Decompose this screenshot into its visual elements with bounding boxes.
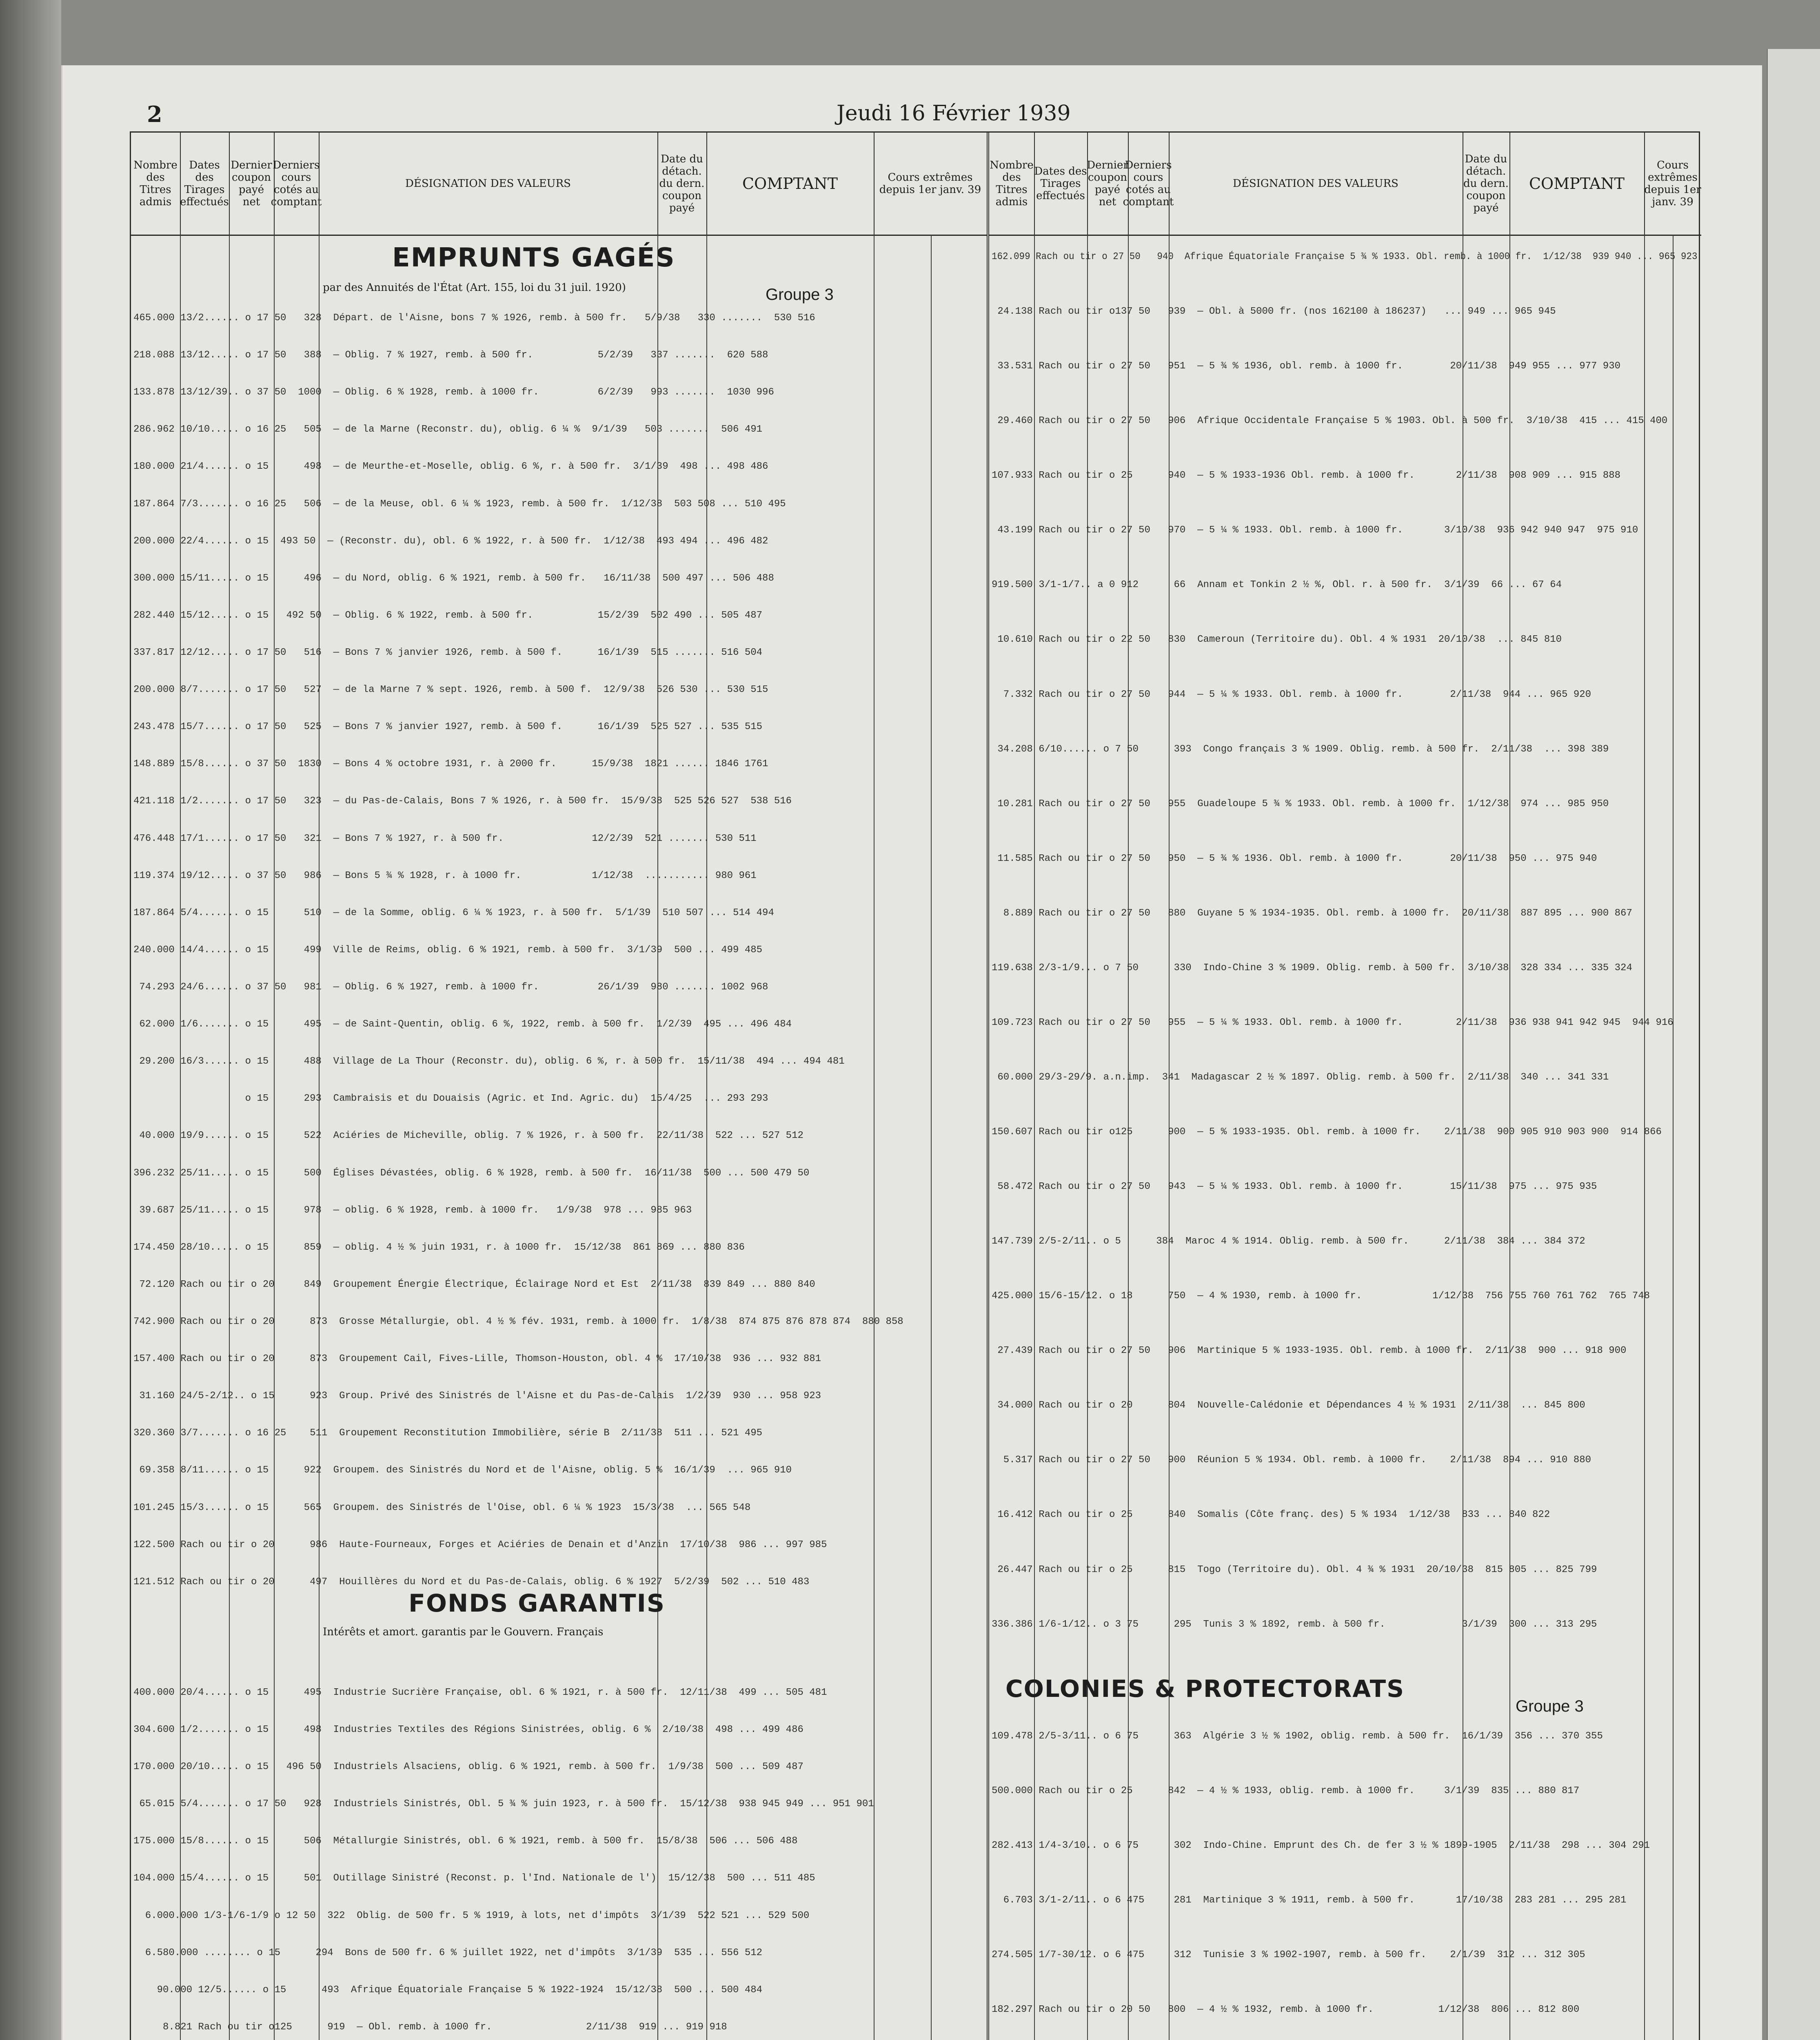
listing-row: 29.200 16/3...... o 15 488 Village de La Thour (Reconstr. du), oblig. 6 %, r. à 500 fr. 15/11/38 494 ... 494 481 xyxy=(133,1056,845,1067)
listing-row: 170.000 20/10..... o 15 496 50 Industriels Alsaciens, oblig. 6 % 1921, remb. à 500 fr. 1/9/38 500 ... 509 487 xyxy=(133,1761,803,1772)
col-date-detach: Date du détach. du dern. coupon payé xyxy=(1463,133,1510,236)
listing-row: 69.358 8/11...... o 15 922 Groupem. des Sinistrés du Nord et de l'Aisne, oblig. 5 % 16/1/39 ... 965 910 xyxy=(133,1465,792,1476)
listing-row: 8.821 Rach ou tir o125 919 — Obl. remb. à 1000 fr. 2/11/38 919 ... 919 918 xyxy=(133,2022,727,2033)
listing-row: 10.281 Rach ou tir o 27 50 955 Guadeloupe 5 ¾ % 1933. Obl. remb. à 1000 fr. 1/12/38 974 ... 985 950 xyxy=(992,798,1609,809)
listing-row: 119.638 2/3-1/9... o 7 50 330 Indo-Chine 3 % 1909. Oblig. remb. à 500 fr. 3/10/38 328 334 ... 335 324 xyxy=(992,962,1632,973)
listing-row: 200.000 22/4...... o 15 493 50 — (Reconstr. du), obl. 6 % 1922, r. à 500 fr. 1/12/38 493 494 ... 496 482 xyxy=(133,536,768,547)
listing-row: 425.000 15/6-15/12. o 18 750 — 4 % 1930, remb. à 1000 fr. 1/12/38 756 755 760 761 762 765 748 xyxy=(992,1291,1650,1302)
listing-row: 320.360 3/7....... o 16 25 511 Groupement Reconstitution Immobilière, série B 2/11/38 511 ... 521 495 xyxy=(133,1428,763,1439)
col-date-detach: Date du détach. du dern. coupon payé xyxy=(657,133,707,236)
right-table-half xyxy=(987,133,1701,2040)
listing-row: 109.478 2/5-3/11.. o 6 75 363 Algérie 3 ½ % 1902, oblig. remb. à 500 fr. 16/1/39 356 ... 370 355 xyxy=(992,1731,1603,1742)
listing-row: 174.450 28/10..... o 15 859 — oblig. 4 ½ % juin 1931, r. à 1000 fr. 15/12/38 861 869 ... 880 836 xyxy=(133,1242,745,1253)
listing-row: 90.000 12/5...... o 15 493 Afrique Équatoriale Française 5 % 1922-1924 15/12/38 500 ... 500 484 xyxy=(133,1985,763,1996)
col-dernier-coupon: Dernier coupon payé net xyxy=(229,133,275,236)
groupe-label: Groupe 3 xyxy=(766,286,834,304)
listing-row: 39.687 25/11..... o 15 978 — oblig. 6 % 1928, remb. à 1000 fr. 1/9/38 978 ... 985 963 xyxy=(133,1205,692,1216)
listing-row: 304.600 1/2....... o 15 498 Industries Textiles des Régions Sinistrées, oblig. 6 % 2/10/38 498 ... 499 486 xyxy=(133,1724,803,1735)
col-derniers-cours: Derniers cours cotés au comptant xyxy=(1128,133,1170,236)
col-designation: DÉSIGNATION DES VALEURS xyxy=(1169,133,1463,236)
listing-row: 11.585 Rach ou tir o 27 50 950 — 5 ¾ % 1936. Obl. remb. à 1000 fr. 20/11/38 950 ... 975 940 xyxy=(992,853,1597,864)
listing-row: 465.000 13/2...... o 17 50 328 Départ. de l'Aisne, bons 7 % 1926, remb. à 500 fr. 5/9/38 330 ....... 530 516 xyxy=(133,313,815,324)
groupe-label: Groupe 3 xyxy=(1516,1697,1584,1715)
quotation-table xyxy=(130,131,1700,2040)
listing-row: 34.208 6/10...... o 7 50 393 Congo français 3 % 1909. Oblig. remb. à 500 fr. 2/11/38 ... 398 389 xyxy=(992,744,1609,755)
col-comptant: COMPTANT xyxy=(706,133,874,236)
listing-row: 400.000 20/4...... o 15 495 Industrie Sucrière Française, obl. 6 % 1921, r. à 500 fr. 12/11/38 499 ... 505 481 xyxy=(133,1687,827,1698)
section-subtitle: Intérêts et amort. garantis par le Gouvern. Français xyxy=(323,1626,604,1638)
listing-row: 148.889 15/8...... o 37 50 1830 — Bons 4 % octobre 1931, r. à 2000 fr. 15/9/38 1821 ...... 1846 1761 xyxy=(133,758,768,769)
listing-row: 65.015 5/4....... o 17 50 928 Industriels Sinistrés, Obl. 5 ¾ % juin 1923, r. à 500 fr. 15/12/38 938 945 949 ... 951 901 xyxy=(133,1798,874,1809)
listing-row: 282.440 15/12..... o 15 492 50 — Oblig. 6 % 1922, remb. à 500 fr. 15/2/39 502 490 ... 505 487 xyxy=(133,610,763,621)
listing-row: 6.580.000 ........ o 15 294 Bons de 500 fr. 6 % juillet 1922, net d'impôts 3/1/39 535 ... 556 512 xyxy=(133,1947,763,1958)
listing-row: 62.000 1/6....... o 15 495 — de Saint-Quentin, oblig. 6 %, 1922, remb. à 500 fr. 1/2/39 495 ... 496 484 xyxy=(133,1019,792,1030)
listing-row: 476.448 17/1...... o 17 50 321 — Bons 7 % 1927, r. à 500 fr. 12/2/39 521 ....... 530 511 xyxy=(133,833,757,844)
listing-row: o 15 293 Cambraisis et du Douaisis (Agric. et Ind. Agric. du) 15/4/25 ... 293 293 xyxy=(133,1093,768,1104)
listing-row: 109.723 Rach ou tir o 27 50 955 — 5 ¼ % 1933. Obl. remb. à 1000 fr. 2/11/38 936 938 941 942 945 944 916 xyxy=(992,1017,1674,1028)
page-date-header: Jeudi 16 Février 1939 xyxy=(837,101,1071,126)
col-designation: DÉSIGNATION DES VALEURS xyxy=(319,133,658,236)
listing-row: 16.412 Rach ou tir o 25 840 Somalis (Côte franç. des) 5 % 1934 1/12/38 833 ... 840 822 xyxy=(992,1509,1550,1520)
listing-row: 26.447 Rach ou tir o 25 815 Togo (Territoire du). Obl. 4 ¾ % 1931 20/10/38 815 805 ... 825 799 xyxy=(992,1564,1597,1575)
col-derniers-cours: Derniers cours cotés au comptant xyxy=(274,133,320,236)
section-title: COLONIES & PROTECTORATS xyxy=(1005,1675,1405,1703)
listing-row: 300.000 15/11..... o 15 496 — du Nord, oblig. 6 % 1921, remb. à 500 fr. 16/11/38 500 497 ... 506 488 xyxy=(133,573,774,584)
listing-row: 74.293 24/6...... o 37 50 981 — Oblig. 6 % 1927, remb. à 1000 fr. 26/1/39 980 ....... 1002 968 xyxy=(133,982,768,993)
listing-row: 919.500 3/1-1/7.. a 0 912 66 Annam et Tonkin 2 ½ %, Obl. r. à 500 fr. 3/1/39 66 ... 67 64 xyxy=(992,579,1562,590)
listing-row: 101.245 15/3...... o 15 565 Groupem. des Sinistrés de l'Oise, obl. 6 ¼ % 1923 15/3/38 ... 565 548 xyxy=(133,1502,751,1513)
listing-row: 336.386 1/6-1/12.. o 3 75 295 Tunis 3 % 1892, remb. à 500 fr. 3/1/39 300 ... 313 295 xyxy=(992,1619,1597,1630)
listing-row: 180.000 21/4...... o 15 498 — de Meurthe-et-Moselle, oblig. 6 %, r. à 500 fr. 3/1/39 498 ... 498 486 xyxy=(133,461,768,472)
listing-row: 60.000 29/3-29/9. a.n.imp. 341 Madagascar 2 ½ % 1897. Oblig. remb. à 500 fr. 2/11/38 340 ... 341 331 xyxy=(992,1072,1609,1083)
listing-row: 218.088 13/12..... o 17 50 388 — Oblig. 7 % 1927, remb. à 500 fr. 5/2/39 337 ....... 620 588 xyxy=(133,350,768,361)
listing-row: 200.000 8/7....... o 17 50 527 — de la Marne 7 % sept. 1926, remb. à 500 f. 12/9/38 526 530 ... 530 515 xyxy=(133,684,768,695)
col-dates: Dates des Tirages effectués xyxy=(1034,133,1088,236)
listing-row: 33.531 Rach ou tir o 27 50 951 — 5 ¾ % 1936, obl. remb. à 1000 fr. 20/11/38 949 955 ... 977 930 xyxy=(992,361,1621,372)
listing-row: 121.512 Rach ou tir o 20 497 Houillères du Nord et du Pas-de-Calais, oblig. 6 % 1927 5/2/39 502 ... 510 483 xyxy=(133,1577,810,1588)
section-title: FONDS GARANTIS xyxy=(408,1589,666,1618)
left-table-half xyxy=(131,133,987,2040)
listing-row: 421.118 1/2....... o 17 50 323 — du Pas-de-Calais, Bons 7 % 1926, r. à 500 fr. 15/9/38 525 526 527 538 516 xyxy=(133,796,792,807)
listing-row: 5.317 Rach ou tir o 27 50 900 Réunion 5 % 1934. Obl. remb. à 1000 fr. 2/11/38 894 ... 910 880 xyxy=(992,1455,1591,1466)
col-nombre: Nombre des Titres admis xyxy=(989,133,1035,236)
listing-row: 133.878 13/12/39.. o 37 50 1000 — Oblig. 6 % 1928, remb. à 1000 fr. 6/2/39 993 ....... 1030 996 xyxy=(133,387,774,398)
listing-row: 162.099 Rach ou tir o 27 50 940 Afrique Équatoriale Française 5 ¾ % 1933. Obl. remb. à 1000 fr. 1/12/38 939 940 ... 965 923 xyxy=(992,251,1698,262)
col-nombre: Nombre des Titres admis xyxy=(131,133,181,236)
listing-row: 150.607 Rach ou tir o125 900 — 5 % 1933-1935. Obl. remb. à 1000 fr. 2/11/38 900 905 910 903 900 914 866 xyxy=(992,1126,1662,1138)
listing-row: 500.000 Rach ou tir o 25 842 — 4 ½ % 1933, oblig. remb. à 1000 fr. 3/1/39 835 ... 880 817 xyxy=(992,1785,1580,1796)
page-number: 2 xyxy=(147,101,162,127)
listing-row: 58.472 Rach ou tir o 27 50 943 — 5 ¼ % 1933. Obl. remb. à 1000 fr. 15/11/38 975 ... 975 935 xyxy=(992,1181,1597,1192)
col-dates: Dates des Tirages effectués xyxy=(180,133,230,236)
listing-row: 31.160 24/5-2/12.. o 15 923 Group. Privé des Sinistrés de l'Aisne et du Pas-de-Calais 1/2/39 930 ... 958 923 xyxy=(133,1390,821,1401)
listing-row: 122.500 Rach ou tir o 20 986 Haute-Fourneaux, Forges et Aciéries de Denain et d'Anzin 17/10/38 986 ... 997 985 xyxy=(133,1539,827,1550)
listing-row: 187.864 7/3....... o 16 25 506 — de la Meuse, obl. 6 ¼ % 1923, remb. à 500 fr. 1/12/38 503 508 ... 510 495 xyxy=(133,499,786,510)
listing-row: 24.138 Rach ou tir o137 50 939 — Obl. à 5000 fr. (nos 162100 à 186237) ... 949 ... 965 945 xyxy=(992,306,1556,317)
section-subtitle: par des Annuités de l'État (Art. 155, loi du 31 juil. 1920) xyxy=(323,282,626,294)
listing-row: 282.413 1/4-3/10.. o 6 75 302 Indo-Chine. Emprunt des Ch. de fer 3 ½ % 1899-1905 2/11/38 298 ... 304 291 xyxy=(992,1840,1650,1851)
listing-row: 104.000 15/4...... o 15 501 Outillage Sinistré (Reconst. p. l'Ind. Nationale de l') 15/12/38 500 ... 511 485 xyxy=(133,1873,815,1884)
book-spine xyxy=(0,0,61,2040)
listing-row: 175.000 15/8...... o 15 506 Métallurgie Sinistrés, obl. 6 % 1921, remb. à 500 fr. 15/8/38 506 ... 506 488 xyxy=(133,1836,798,1847)
listing-row: 243.478 15/7...... o 17 50 525 — Bons 7 % janvier 1927, remb. à 500 f. 16/1/39 525 527 ... 535 515 xyxy=(133,721,763,732)
col-cours-extremes: Cours extrêmes depuis 1er janv. 39 xyxy=(874,133,987,236)
col-cours-extremes: Cours extrêmes depuis 1er janv. 39 xyxy=(1644,133,1701,236)
listing-row: 40.000 19/9...... o 15 522 Aciéries de Micheville, oblig. 7 % 1926, r. à 500 fr. 22/11/38 522 ... 527 512 xyxy=(133,1130,803,1141)
listing-row: 274.505 1/7-30/12. o 6 475 312 Tunisie 3 % 1902-1907, remb. à 500 fr. 2/1/39 312 ... 312 305 xyxy=(992,1949,1585,1960)
listing-row: 187.864 5/4....... o 15 510 — de la Somme, oblig. 6 ¼ % 1923, r. à 500 fr. 5/1/39 510 507 ... 514 494 xyxy=(133,907,774,918)
listing-row: 396.232 25/11..... o 15 500 Églises Dévastées, oblig. 6 % 1928, remb. à 500 fr. 16/11/38 500 ... 500 479 50 xyxy=(133,1168,810,1179)
listing-row: 29.460 Rach ou tir o 27 50 906 Afrique Occidentale Française 5 % 1903. Obl. à 500 fr. 3/10/38 415 ... 415 400 xyxy=(992,415,1668,426)
listing-row: 72.120 Rach ou tir o 20 849 Groupement Énergie Électrique, Éclairage Nord et Est 2/11/38 839 849 ... 880 840 xyxy=(133,1279,815,1290)
listing-row: 10.610 Rach ou tir o 22 50 830 Cameroun (Territoire du). Obl. 4 % 1931 20/10/38 ... 845 810 xyxy=(992,634,1562,645)
col-comptant: COMPTANT xyxy=(1509,133,1645,236)
listing-row: 7.332 Rach ou tir o 27 50 944 — 5 ¼ % 1933. Obl. remb. à 1000 fr. 2/11/38 944 ... 965 920 xyxy=(992,689,1591,700)
listing-row: 34.000 Rach ou tir o 20 804 Nouvelle-Calédonie et Dépendances 4 ½ % 1931 2/11/38 ... 845 800 xyxy=(992,1400,1585,1411)
section-title: EMPRUNTS GAGÉS xyxy=(392,243,675,273)
listing-row: 286.962 10/10..... o 16 25 505 — de la Marne (Reconstr. du), oblig. 6 ¼ % 9/1/39 503 ....... 506 491 xyxy=(133,424,763,435)
listing-row: 107.933 Rach ou tir o 25 940 — 5 % 1933-1936 Obl. remb. à 1000 fr. 2/11/38 908 909 ... 915 888 xyxy=(992,470,1621,481)
listing-row: 6.703 3/1-2/11.. o 6 475 281 Martinique 3 % 1911, remb. à 500 fr. 17/10/38 283 281 ... 295 281 xyxy=(992,1895,1627,1906)
listing-row: 240.000 14/4...... o 15 499 Ville de Reims, oblig. 6 % 1921, remb. à 500 fr. 3/1/39 500 ... 499 485 xyxy=(133,945,763,956)
listing-row: 119.374 19/12..... o 37 50 986 — Bons 5 ¾ % 1928, r. à 1000 fr. 1/12/38 ........... 980 961 xyxy=(133,870,757,881)
listing-row: 157.400 Rach ou tir o 20 873 Groupement Cail, Fives-Lille, Thomson-Houston, obl. 4 % 17/10/38 936 ... 932 881 xyxy=(133,1353,821,1364)
listing-row: 147.739 2/5-2/11.. o 5 384 Maroc 4 % 1914. Oblig. remb. à 500 fr. 2/11/38 384 ... 384 372 xyxy=(992,1236,1585,1247)
col-dernier-coupon: Dernier coupon payé net xyxy=(1087,133,1129,236)
listing-row: 742.900 Rach ou tir o 20 873 Grosse Métallurgie, obl. 4 ½ % fév. 1931, remb. à 1000 fr. 1/8/38 874 875 876 878 874 880 858 xyxy=(133,1316,903,1327)
next-page-edge xyxy=(1767,49,1820,2040)
listing-row: 6.000.000 1/3-1/6-1/9 o 12 50 322 Oblig. de 500 fr. 5 % 1919, à lots, net d'impôts 3/1/39 522 521 ... 529 500 xyxy=(133,1910,810,1921)
listing-row: 182.297 Rach ou tir o 20 50 800 — 4 ½ % 1932, remb. à 1000 fr. 1/12/38 806 ... 812 800 xyxy=(992,2004,1580,2015)
listing-row: 27.439 Rach ou tir o 27 50 906 Martinique 5 % 1933-1935. Obl. remb. à 1000 fr. 2/11/38 900 ... 918 900 xyxy=(992,1345,1627,1356)
listing-row: 337.817 12/12..... o 17 50 516 — Bons 7 % janvier 1926, remb. à 500 f. 16/1/39 515 ....... 516 504 xyxy=(133,647,763,658)
listing-row: 43.199 Rach ou tir o 27 50 970 — 5 ¼ % 1933. Obl. remb. à 1000 fr. 3/10/38 936 942 940 947 975 910 xyxy=(992,525,1638,536)
listing-row: 8.889 Rach ou tir o 27 50 880 Guyane 5 % 1934-1935. Obl. remb. à 1000 fr. 20/11/38 887 895 ... 900 867 xyxy=(992,908,1632,919)
